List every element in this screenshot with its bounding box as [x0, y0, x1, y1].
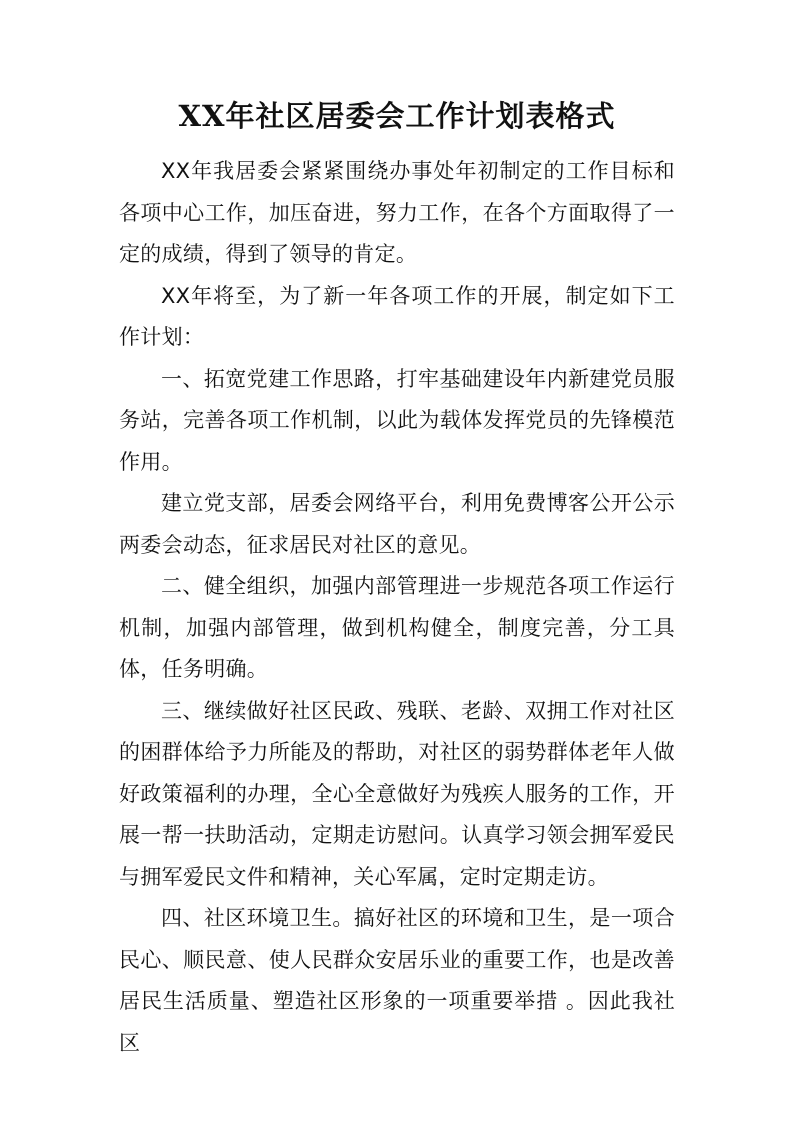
paragraph: 三、继续做好社区民政、残联、老龄、双拥工作对社区的困群体给予力所能及的帮助，对社区的弱势群体老年人做好政策福利的办理，全心全意做好为残疾人服务的工作，开展一帮一扶助活动，定期走访慰问。认真学习领会拥军爱民与拥军爱民文件和精神，关心军属，定时定期走访。	[119, 698, 675, 889]
paragraph: 四、社区环境卫生。搞好社区的环境和卫生，是一项合民心、顺民意、使人民群众安居乐业的重要工作，也是改善居民生活质量、塑造社区形象的一项重要举措 。因此我社区	[119, 906, 675, 1055]
paragraph: XX年我居委会紧紧围绕办事处年初制定的工作目标和各项中心工作，加压奋进，努力工作，在各个方面取得了一定的成绩，得到了领导的肯定。	[119, 159, 675, 266]
document-body	[119, 151, 675, 1064]
paragraph: 建立党支部，居委会网络平台，利用免费博客公开公示两委会动态，征求居民对社区的意见。	[119, 491, 675, 557]
paragraph: 二、健全组织，加强内部管理进一步规范各项工作运行机制，加强内部管理，做到机构健全，制度完善，分工具体，任务明确。	[119, 574, 675, 681]
paragraph: XX年将至，为了新一年各项工作的开展，制定如下工作计划：	[119, 283, 675, 349]
document-title: XX年社区居委会工作计划表格式	[178, 99, 616, 133]
paragraph: 一、拓宽党建工作思路，打牢基础建设年内新建党员服务站，完善各项工作机制，以此为载体发挥党员的先锋模范作用。	[119, 366, 675, 474]
